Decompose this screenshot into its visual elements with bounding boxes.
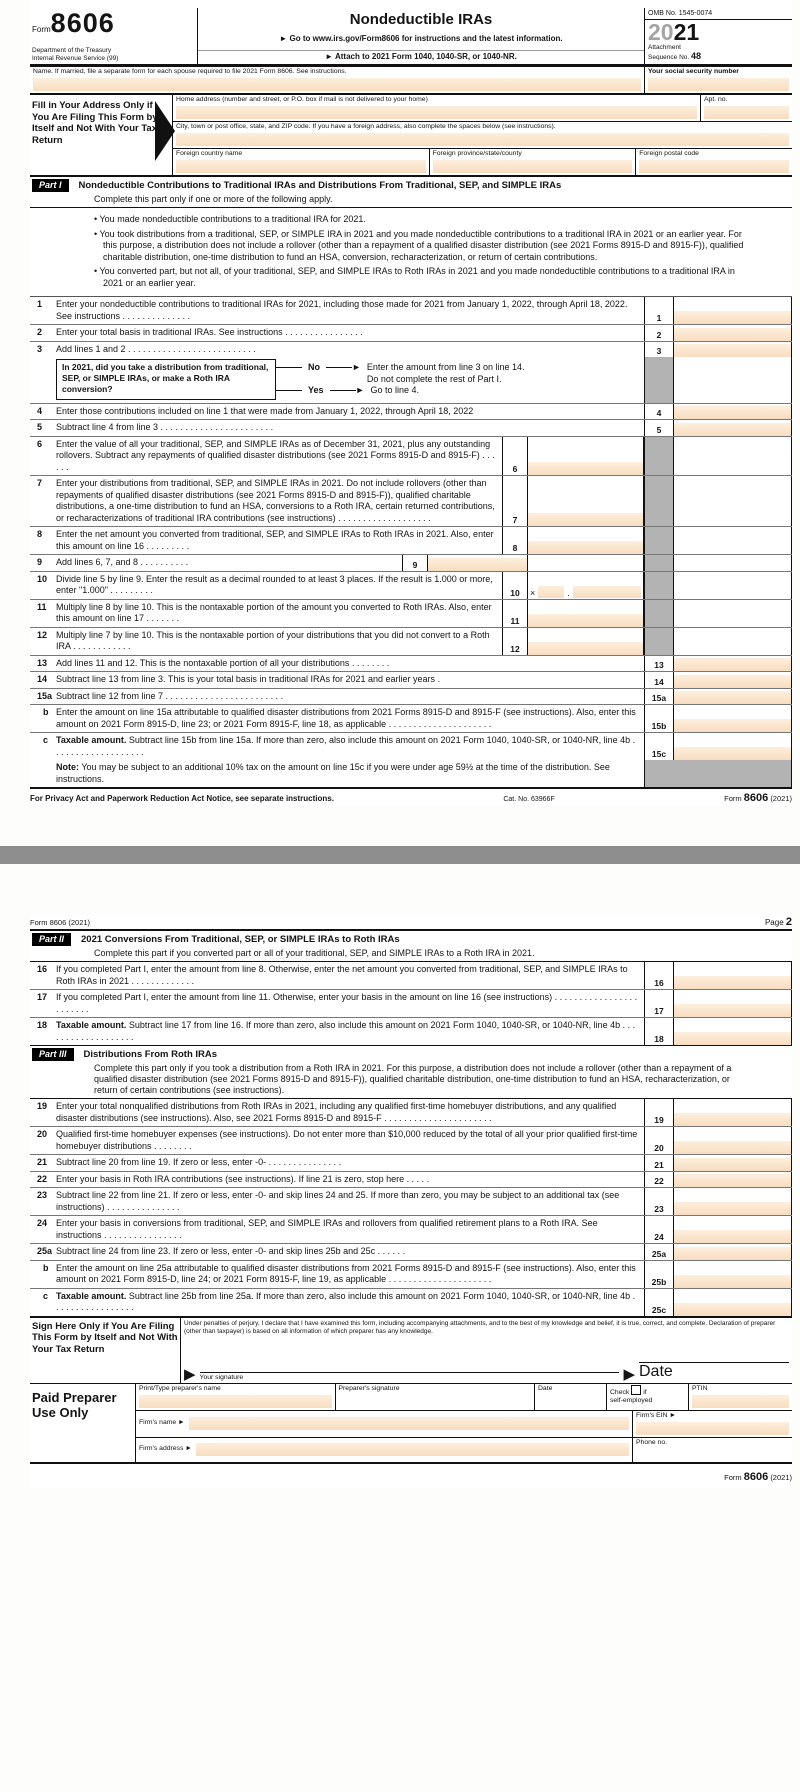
line-number: 21 (37, 1157, 48, 1167)
shaded-cell (644, 760, 792, 787)
address-block (30, 95, 792, 177)
line-25b-amount-field[interactable] (674, 1261, 792, 1288)
shaded-cell (644, 357, 674, 403)
foreign-postal-field[interactable] (639, 160, 789, 173)
line-18-box-label: 18 (644, 1018, 674, 1045)
line-21-text: Subtract line 20 from line 19. If zero or less, enter -0- . . . . . . . . . . . . . . . (56, 1157, 342, 1167)
privacy-notice: For Privacy Act and Paperwork Reduction Act Notice, see separate instructions. (30, 794, 334, 803)
line-22-text: Enter your basis in Roth IRA contributions (see instructions). If line 21 is zero, stop here . . . . . (56, 1173, 430, 1184)
line-number: 6 (37, 438, 43, 449)
line-25a-box-label: 25a (644, 1244, 674, 1260)
omb-number: OMB No. 1545-0074 (645, 8, 792, 20)
line-number: c (43, 1290, 49, 1301)
line-25a-amount-field[interactable] (674, 1244, 792, 1260)
right-arrow-icon: ► (355, 385, 365, 395)
line-19-row (30, 1099, 792, 1126)
line-6-box-label: 6 (502, 437, 528, 476)
multiply-icon: × (530, 587, 536, 598)
part3-subtitle: Complete this part only if you took a distribution from a Roth IRA in 2021. For this purpose, a distribution does not include a rollover (other than a repayment of a qualified disaster distribution (see 2021 Forms 8915-D and 8915-F)), qualified charitable distribution, one-time distribution to fund an HSA, recharacterization, or return of certain contributions (see instructions). (94, 1063, 732, 1095)
line-15c-box-label: 15c (644, 733, 674, 760)
line-12-amount-field[interactable] (528, 628, 644, 655)
firm-address-label: Firm's address ► (139, 1445, 192, 1452)
line-4-text: Enter those contributions included on line 1 that were made from January 1, 2022, through April 18, 2022 (56, 405, 474, 416)
line-13-row (30, 655, 792, 672)
irs-label: Internal Revenue Service (99) (32, 55, 119, 62)
ssn-label: Your social security number (648, 68, 739, 75)
flow-yes-label: Yes (308, 385, 324, 395)
empty-cell (674, 357, 792, 403)
flow-no-label: No (308, 362, 320, 372)
line-number: 16 (37, 964, 48, 974)
line-15a-text: Subtract line 12 from line 7 . . . . . . . . . . . . . . . . . . . . . . . . (56, 690, 284, 701)
line-4-amount-field[interactable] (674, 404, 792, 420)
line-number: 13 (37, 657, 48, 668)
line-11-text: Multiply line 8 by line 10. This is the nontaxable portion of the amount you converted to Roth IRAs. Also, enter this amount on line 17 . . . . . . . (56, 601, 492, 623)
page-number: Page 2 (764, 916, 792, 928)
line-10-text: Divide line 5 by line 9. Enter the result as a decimal rounded to at least 3 places. If the result is 1.000 or more, enter "1.000" . . . . . . . . . (56, 573, 493, 595)
line-number: 1 (37, 299, 43, 309)
line-6-text: Enter the value of all your traditional, SEP, and SIMPLE IRAs as of December 31, 2021, plus any outstanding rollovers. Subtract any repayments of qualified disaster distributions (see 2021 Forms 8915-D and 8915-F) . . . . . . (56, 438, 495, 472)
line-25c-box-label: 25c (644, 1289, 674, 1316)
form-number: Form8606 (32, 8, 115, 38)
line-number: c (43, 735, 49, 745)
shaded-cell (644, 437, 674, 476)
connector-line (276, 367, 302, 368)
firm-ein-field[interactable] (636, 1422, 789, 1435)
decimal-fraction-field[interactable] (573, 586, 641, 598)
apt-field[interactable] (704, 106, 789, 119)
line-8-row (30, 526, 792, 554)
line-20-amount-field[interactable] (674, 1127, 792, 1154)
line-1-text: Enter your nondeductible contributions to traditional IRAs for 2021, including those made for 2021 from January 1, 2022, through April 18, 2022. See instructions . . . . . . . . . . . . . . (56, 299, 628, 321)
signature-arrow-icon: ▶ (184, 1365, 196, 1383)
line-7-box-label: 7 (502, 476, 528, 526)
city-label: City, town or post office, state, and ZIP code. If you have a foreign address, also complete the spaces below (see instructions). (176, 123, 556, 130)
perjury-statement: Under penalties of perjury, I declare that I have examined this form, including accompanying attachments, and to the best of my knowledge and belief, it is true, correct, and complete. Declaration of preparer (other than taxpayer) is based on all information of which preparer has any knowledge. (184, 1319, 776, 1335)
ptin-label: PTIN (692, 1384, 708, 1392)
line-6-row (30, 436, 792, 476)
line-number: 3 (37, 343, 43, 354)
line-5-text: Subtract line 4 from line 3 . . . . . . . . . . . . . . . . . . . . . . . (56, 422, 274, 432)
line-15a-amount-field[interactable] (674, 689, 792, 705)
line-25b-row (30, 1260, 792, 1288)
tax-year: 2021 (648, 19, 700, 45)
line-17-amount-field[interactable] (674, 990, 792, 1017)
line-22-row (30, 1171, 792, 1188)
line-11-box-label: 11 (502, 600, 528, 627)
line-number: 24 (37, 1218, 48, 1228)
preparer-signature-field[interactable] (339, 1393, 532, 1408)
line-19-amount-field[interactable] (674, 1099, 792, 1126)
line-17-row (30, 989, 792, 1017)
line-24-text: Enter your basis in conversions from traditional, SEP, and SIMPLE IRAs and rollovers from qualified retirement plans to a Roth IRA. See instructions . . . . . . . . . . . . . . . . (56, 1218, 598, 1240)
line-16-amount-field[interactable] (674, 962, 792, 989)
line-15a-box-label: 15a (644, 689, 674, 705)
line-number: b (43, 707, 49, 717)
line-16-row (30, 962, 792, 989)
foreign-province-field[interactable] (433, 160, 633, 173)
line-25c-row (30, 1288, 792, 1316)
part2-header (30, 931, 792, 962)
line-10-row (30, 571, 792, 599)
self-employed-checkbox[interactable] (631, 1385, 641, 1395)
line-19-text: Enter your total nonqualified distributions from Roth IRAs in 2021, including any qualified first-time homebuyer distributions, and any qualified disaster distributions (see instructions). Also, see 2021 Forms 8915-D and 8915-F . . . . . . . . . . . . . . . . . . . . . . (56, 1101, 617, 1123)
part2-chip: Part II (32, 933, 71, 946)
home-address-field[interactable] (176, 106, 697, 119)
line-17-box-label: 17 (644, 990, 674, 1017)
part1-chip: Part I (32, 179, 69, 192)
form-reference: Form 8606 (2021) (30, 918, 91, 927)
ssn-field[interactable] (648, 78, 789, 91)
line-5-box-label: 5 (644, 420, 674, 436)
line-4-box-label: 4 (644, 404, 674, 420)
line-2-text: Enter your total basis in traditional IRAs. See instructions . . . . . . . . . . . . . . . . (56, 327, 363, 337)
line-15b-amount-field[interactable] (674, 705, 792, 732)
dept-treasury: Department of the Treasury (32, 47, 112, 54)
part1-title: Nondeductible Contributions to Traditional IRAs and Distributions From Traditional, SEP, and SIMPLE IRAs (78, 179, 562, 191)
connector-line (276, 390, 302, 391)
ptin-field[interactable] (692, 1395, 789, 1408)
line-number: 25a (37, 1246, 53, 1256)
line-7-amount-field[interactable] (528, 476, 644, 526)
shaded-cell (644, 628, 674, 655)
firm-address-field[interactable] (196, 1443, 629, 1456)
paid-preparer-label: Paid Preparer Use Only (32, 1389, 117, 1420)
sign-here-label: Sign Here Only if You Are Filing This Form by Itself and Not With Your Tax Return (32, 1320, 178, 1355)
attach-instruction: ► Attach to 2021 Form 1040, 1040-SR, or 1040-NR. (198, 50, 644, 63)
line-23-amount-field[interactable] (674, 1188, 792, 1215)
phone-label: Phone no. (636, 1438, 667, 1446)
line-3-amount-field[interactable] (674, 342, 792, 358)
shaded-cell (644, 476, 674, 526)
connector-line (330, 390, 356, 391)
line-20-row (30, 1126, 792, 1154)
preparer-date-label: Date (538, 1384, 553, 1392)
line-23-text: Subtract line 22 from line 21. If zero or less, enter -0- and skip lines 24 and 25. If more than zero, you may be subject to an additional tax (see instructions) . . . . . . . . . . . . . . . (56, 1190, 620, 1212)
empty-cell (674, 476, 792, 526)
line-20-text: Qualified first-time homebuyer expenses (see instructions). Do not enter more than $10,000 reduced by the total of all your prior qualified first-time homebuyer distributions . . . . . . . . (56, 1129, 638, 1151)
line-9-text: Add lines 6, 7, and 8 . . . . . . . . . . (56, 557, 189, 567)
part1-header (30, 177, 792, 208)
line-18-row (30, 1017, 792, 1045)
paid-preparer-block: Paid Preparer Use Only Print/Type preparer's name Preparer's signature Date Check if self-employed PTIN Firm's name ► Firm's EIN ► Firm's address ► Phone no. (30, 1384, 792, 1464)
line-15b-text: Enter the amount on line 15a attributable to qualified disaster distributions from 2021 Forms 8915-D and 8915-F (see instructions). Also, enter this amount on 2021 Form 8915-D, line 23; or 2021 Form 8915-F, line 18, as applicable . . . . . . . . . . . . . . . . . . . . . (56, 707, 636, 729)
part3-title: Distributions From Roth IRAs (83, 1048, 218, 1060)
line-9-row (30, 554, 792, 571)
empty-cell (674, 527, 792, 554)
catalog-number: Cat. No. 63966F (503, 796, 555, 803)
line-13-amount-field[interactable] (674, 656, 792, 672)
line-23-box-label: 23 (644, 1188, 674, 1215)
line-14-text: Subtract line 13 from line 3. This is your total basis in traditional IRAs for 2021 and earlier years . (56, 674, 441, 684)
form-header (30, 8, 792, 67)
line-15c-row (30, 732, 792, 760)
attachment-label: Attachment (648, 44, 681, 51)
line-8-box-label: 8 (502, 527, 528, 554)
line-18-text: Taxable amount. Subtract line 17 from line 16. If more than zero, also include this amount on 2021 Form 1040, 1040-SR, or 1040-NR, line 4b . . . . . . . . . . . . . . . . . . . (56, 1020, 636, 1042)
phone-field[interactable] (636, 1447, 789, 1460)
line-number: 11 (37, 601, 47, 612)
page1-footer (30, 787, 792, 806)
shaded-cell (644, 555, 674, 571)
line-11-amount-field[interactable] (528, 600, 644, 627)
line-24-amount-field[interactable] (674, 1216, 792, 1243)
line-number: 15a (37, 690, 53, 701)
line-24-box-label: 24 (644, 1216, 674, 1243)
form-reference: Form 8606 (2021) (724, 1470, 792, 1483)
line-22-box-label: 22 (644, 1172, 674, 1188)
line-22-amount-field[interactable] (674, 1172, 792, 1188)
shaded-cell (644, 600, 674, 627)
line-11-row (30, 599, 792, 627)
empty-cell (674, 437, 792, 476)
name-field[interactable] (33, 78, 641, 91)
empty-cell (528, 555, 644, 571)
part3-chip: Part III (32, 1048, 74, 1061)
line-15b-row (30, 704, 792, 732)
line-21-box-label: 21 (644, 1155, 674, 1171)
line-2-amount-field[interactable] (674, 325, 792, 341)
line-7-row (30, 475, 792, 526)
line-5-amount-field[interactable] (674, 420, 792, 436)
line-number: 19 (37, 1101, 48, 1111)
line-25a-row (30, 1243, 792, 1260)
preparer-date-field[interactable] (538, 1393, 603, 1408)
connector-line (326, 367, 352, 368)
home-address-label: Home address (number and street, or P.O. box if mail is not delivered to your home) (176, 96, 428, 103)
line-19-box-label: 19 (644, 1099, 674, 1126)
sequence-number: Sequence No. 48 (648, 51, 702, 61)
line-number: 18 (37, 1020, 48, 1030)
right-arrow-icon: ► (352, 362, 361, 372)
flow-question-box: In 2021, did you take a distribution from traditional, SEP, or SIMPLE IRAs, or make a Roth IRA conversion? (56, 359, 276, 400)
part3-header (30, 1045, 792, 1099)
date-arrow-icon: ▶ (623, 1365, 635, 1383)
firm-name-field[interactable] (189, 1417, 629, 1430)
signature-block (30, 1316, 792, 1384)
line-14-amount-field[interactable] (674, 672, 792, 688)
line-25b-text: Enter the amount on line 25a attributable to qualified disaster distributions from 2021 Forms 8915-D and 8915-F (see instructions). Also, enter this amount on 2021 Form 8915-D, line 24; or 2021 Form 8915-F, line 19, as applicable . . . . . . . . . . . . . . . . . . . . . (56, 1262, 636, 1284)
line-number: 5 (37, 422, 43, 432)
line-9-amount-field[interactable] (428, 555, 528, 571)
page-separator (0, 846, 800, 864)
form-reference: Form 8606 (2021) (724, 792, 792, 804)
decimal-whole-field[interactable] (538, 586, 564, 598)
condition-item: • You made nondeductible contributions to a traditional IRA for 2021. (94, 214, 751, 226)
line-number: 22 (37, 1173, 48, 1184)
form-title: Nondeductible IRAs (349, 11, 493, 28)
name-ssn-row (30, 67, 792, 95)
line-13-text: Add lines 11 and 12. This is the nontaxable portion of all your distributions . . . . . . . . (56, 657, 390, 668)
part1-subtitle: Complete this part only if one or more of the following apply. (94, 194, 333, 204)
condition-item: • You converted part, but not all, of your traditional, SEP, and SIMPLE IRAs to Roth IRAs in 2021 and you made nondeductible contributions to a traditional IRA in 2021 or an earlier year. (94, 266, 751, 289)
line-6-amount-field[interactable] (528, 437, 644, 476)
line-15b-box-label: 15b (644, 705, 674, 732)
line-number: 2 (37, 327, 43, 337)
part2-title: 2021 Conversions From Traditional, SEP, or SIMPLE IRAs to Roth IRAs (81, 933, 400, 945)
goto-instruction: ► Go to www.irs.gov/Form8606 for instructions and the latest information. (279, 34, 563, 43)
line-12-row (30, 627, 792, 655)
line-16-text: If you completed Part I, enter the amount from line 8. Otherwise, enter the net amount you converted from traditional, SEP, and SIMPLE IRAs to Roth IRAs in 2021 . . . . . . . . . . . . . (56, 964, 628, 986)
line-15a-row (30, 688, 792, 705)
line-number: b (43, 1262, 49, 1273)
shaded-cell (644, 527, 674, 554)
line-number: 14 (37, 674, 48, 684)
line-4-row (30, 403, 792, 420)
page2-header (30, 916, 792, 931)
line-8-text: Enter the net amount you converted from traditional, SEP, and SIMPLE IRAs to Roth IRAs in 2021. Also, enter this amount on line 16 . . . . . . . . . (56, 529, 494, 551)
line-2-row (30, 324, 792, 341)
line-25c-text: Taxable amount. Subtract line 25b from line 25a. If more than zero, also include this amount on 2021 Form 1040, 1040-SR, or 1040-NR, line 4b . . . . . . . . . . . . . . . . . (56, 1290, 636, 1312)
line-13-box-label: 13 (644, 656, 674, 672)
line-25a-text: Subtract line 24 from line 23. If zero or less, enter -0- and skip lines 25b and 25c . . . . . . (56, 1246, 406, 1256)
form-page-1 (30, 0, 792, 806)
part2-subtitle: Complete this part if you converted part or all of your traditional, SEP, and SIMPLE IRAs to a Roth IRA in 2021. (94, 948, 535, 958)
self-employed-label: Check if (610, 1385, 685, 1397)
date-label: Date (639, 1362, 673, 1380)
address-arrow-icon (155, 101, 175, 161)
line-number: 9 (37, 557, 43, 567)
line-number: 4 (37, 405, 43, 416)
firm-name-label: Firm's name ► (139, 1419, 185, 1426)
empty-cell (674, 555, 792, 571)
flow-yes-text: Go to line 4. (370, 385, 419, 395)
empty-cell (674, 600, 792, 627)
preparer-name-label: Print/Type preparer's name (139, 1384, 221, 1392)
line-9-box-label: 9 (402, 555, 428, 571)
line-12-box-label: 12 (502, 628, 528, 655)
line-5-row (30, 419, 792, 436)
shaded-cell (644, 572, 674, 599)
line-number: 10 (37, 573, 48, 584)
part1-conditions (30, 208, 792, 297)
foreign-country-field[interactable] (176, 160, 426, 173)
line-21-amount-field[interactable] (674, 1155, 792, 1171)
name-label: Name. If married, file a separate form for each spouse required to file 2021 Form 8606. See instructions. (33, 68, 347, 75)
preparer-name-field[interactable] (139, 1395, 332, 1408)
part1-note-row (30, 760, 792, 787)
empty-cell (674, 572, 792, 599)
page2-footer (30, 1464, 792, 1488)
line-20-box-label: 20 (644, 1127, 674, 1154)
line-14-row (30, 671, 792, 688)
line-number: 8 (37, 529, 43, 539)
empty-cell (674, 628, 792, 655)
part1-note: Note: You may be subject to an additional 10% tax on the amount on line 15c if you were under age 59½ at the time of the distribution. See instructions. (56, 762, 610, 784)
line-3-box-label: 3 (644, 342, 674, 358)
line-16-box-label: 16 (644, 962, 674, 989)
line-2-box-label: 2 (644, 325, 674, 341)
signature-date-field[interactable] (639, 1350, 789, 1381)
line-number: 7 (37, 478, 43, 488)
line-17-text: If you completed Part I, enter the amount from line 11. Otherwise, enter your basis in the amount on line 16 (see instructions) . . . . . . . . . . . . . . . . . . . . . . . . (56, 992, 638, 1014)
flow-no-text: Enter the amount from line 3 on line 14. Do not complete the rest of Part I. (366, 362, 525, 384)
address-sidebar-label: Fill in Your Address Only if You Are Filing This Form by Itself and Not With Your Tax Return (30, 95, 172, 175)
firm-ein-label: Firm's EIN ► (636, 1411, 677, 1419)
line-number: 12 (37, 629, 48, 640)
taxpayer-signature-field[interactable] (200, 1360, 620, 1381)
your-signature-label: Your signature (199, 1373, 244, 1381)
city-field[interactable] (176, 133, 789, 146)
line-23-row (30, 1187, 792, 1215)
line-21-row (30, 1154, 792, 1171)
line-number: 20 (37, 1129, 48, 1139)
line-number: 17 (37, 992, 48, 1002)
decimal-point: . (567, 587, 570, 598)
line-1-box-label: 1 (644, 297, 674, 324)
line-1-amount-field[interactable] (674, 297, 792, 324)
line-3-flowchart (30, 357, 792, 403)
foreign-postal-label: Foreign postal code (639, 150, 699, 157)
form-page-2 (30, 916, 792, 1488)
line-15c-text: Taxable amount. Subtract line 15b from line 15a. If more than zero, also include this amount on 2021 Form 1040, 1040-SR, or 1040-NR, line 4b . . . . . . . . . . . . . . . . . . . (56, 735, 636, 757)
line-3-row (30, 341, 792, 358)
foreign-province-label: Foreign province/state/county (432, 150, 522, 157)
line-10-decimal-field[interactable] (528, 572, 644, 599)
line-10-box-label: 10 (502, 572, 528, 599)
line-12-text: Multiply line 7 by line 10. This is the nontaxable portion of your distributions that you did not convert to a Roth IRA . . . . . . . . . . . . (56, 629, 490, 651)
line-25b-box-label: 25b (644, 1261, 674, 1288)
line-18-amount-field[interactable] (674, 1018, 792, 1045)
foreign-country-label: Foreign country name (176, 150, 243, 157)
line-number: 23 (37, 1190, 48, 1200)
line-7-text: Enter your distributions from traditional, SEP, and SIMPLE IRAs in 2021. Do not include rollovers (other than repayments of qualified disaster distributions (see 2021 Forms 8915-D and 8915-F)), qualified charitable distributions, a one-time distribution to fund an HSA, conversions to a Roth IRA, certain returned contributions, or recharacterizations of traditional IRA contributions (see instructions) . . . . . . . . . . . . . . . . . . . (56, 478, 495, 523)
line-25c-amount-field[interactable] (674, 1289, 792, 1316)
line-24-row (30, 1215, 792, 1243)
line-3-text: Add lines 1 and 2 . . . . . . . . . . . . . . . . . . . . . . . . . . (56, 343, 256, 354)
line-1-row (30, 297, 792, 324)
condition-item: • You took distributions from a traditional, SEP, or SIMPLE IRA in 2021 and you made nondeductible contributions to a traditional IRA in 2021 or an earlier year. For this purpose, a distribution does not include a rollover (other than a repayment of a qualified disaster distribution (see 2021 Forms 8915-D and 8915-F)), qualified charitable distribution, one-time distribution to fund an HSA, conversion, recharacterization, or return of certain contributions. (94, 229, 751, 264)
apt-label: Apt. no. (704, 96, 728, 103)
preparer-signature-label: Preparer's signature (338, 1384, 400, 1392)
line-14-box-label: 14 (644, 672, 674, 688)
line-8-amount-field[interactable] (528, 527, 644, 554)
line-15c-amount-field[interactable] (674, 733, 792, 760)
